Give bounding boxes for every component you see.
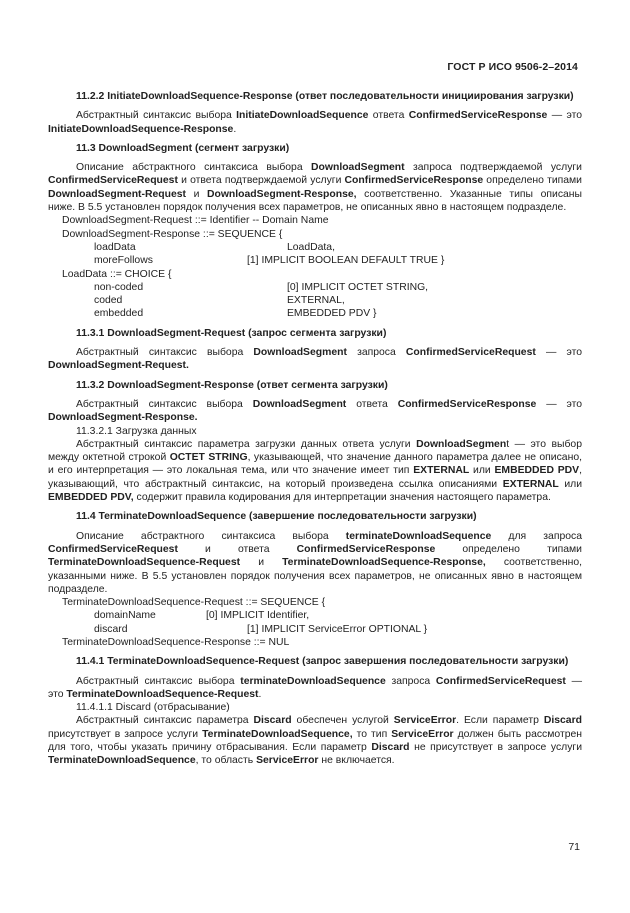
code-line: coded EXTERNAL,: [94, 295, 345, 307]
code-line: non-coded [0] IMPLICIT OCTET STRING,: [94, 281, 429, 293]
code-line: DownloadSegment-Request ::= Identifier -- Domain Name: [62, 215, 329, 227]
heading-11-4-1: 11.4.1 TerminateDownloadSequence-Request (запрос завершения последовательности загрузки): [76, 656, 569, 668]
para-11-3-1: Абстрактный синтаксис выбора DownloadSegment запроса ConfirmedServiceRequest — это DownloadSegment-Request.: [48, 347, 582, 372]
para-11-4-1-1: Абстрактный синтаксис параметра Discard обеспечен услугой ServiceError. Если параметр Discard присутствует в запросе услуги TerminateDownloadSequence, то тип ServiceError должен быть рассмотрен для того, чтобы указать причину отбрасывания. Если параметр Discard не присутствует в запросе услуги TerminateDownloadSequence, то область ServiceError не включается.: [48, 715, 583, 767]
para-11-3-2-1: Абстрактный синтаксис параметра загрузки данных ответа услуги DownloadSegment — это выбор между октетной строкой OCTET STRING, указывающей, что значение данного параметра далее не описано, и его интерпретация — это локальная тема, или что значение имеет тип EXTERNAL или EMBEDDED PDV, указывающий, что абстрактный синтаксис, на который произведена ссылка описаниями EXTERNAL или EMBEDDED PDV, содержит правила кодирования для интерпретации значения настоящего параметра.: [48, 438, 583, 504]
code-line: TerminateDownloadSequence-Request ::= SEQUENCE {: [62, 597, 326, 609]
heading-11-3-2: 11.3.2 DownloadSegment-Response (ответ сегмента загрузки): [76, 379, 388, 391]
para-11-2-2: Абстрактный синтаксис выбора InitiateDownloadSequence ответа ConfirmedServiceResponse — это InitiateDownloadSequence-Response.: [48, 110, 582, 135]
heading-11-3: 11.3 DownloadSegment (сегмент загрузки): [76, 142, 290, 154]
para-11-3: Описание абстрактного синтаксиса выбора DownloadSegment запроса подтверждаемой услуги ConfirmedServiceRequest и ответа подтверждаемой услуги ConfirmedServiceResponse определено типами DownloadSegment-Request и DownloadSegment-Response, соответственно. Указанные типы описаны ниже. В 5.5 установлен порядок получения всех параметров, не описанных явно в настоящем подразделе.: [48, 162, 582, 214]
heading-11-4: 11.4 TerminateDownloadSequence (завершение последовательности загрузки): [76, 511, 477, 523]
code-line: discard [1] IMPLICIT ServiceError OPTIONAL }: [94, 623, 428, 635]
code-line: LoadData ::= CHOICE {: [62, 268, 172, 280]
code-line: embedded EMBEDDED PDV }: [94, 308, 377, 320]
code-line: moreFollows [1] IMPLICIT BOOLEAN DEFAULT TRUE }: [94, 255, 445, 267]
page-number: 71: [568, 841, 580, 853]
subheading-11-4-1-1: 11.4.1.1 Discard (отбрасывание): [76, 702, 230, 714]
code-line: loadData LoadData,: [94, 241, 335, 253]
code-line: DownloadSegment-Response ::= SEQUENCE {: [62, 228, 283, 240]
heading-11-2-2: 11.2.2 InitiateDownloadSequence-Response (ответ последовательности инициирования загрузки): [76, 91, 574, 102]
para-11-4-1: Абстрактный синтаксис выбора terminateDownloadSequence запроса ConfirmedServiceRequest — это TerminateDownloadSequence-Request.: [48, 675, 582, 700]
para-11-4: Описание абстрактного синтаксиса выбора terminateDownloadSequence для запроса ConfirmedServiceRequest и ответа ConfirmedServiceResponse определено типами TerminateDownloadSequence-Request и TerminateDownloadSequence-Response, соответственно, указанными ниже. В 5.5 установлен порядок получения всех параметров, не описанных явно в настоящем подразделе.: [48, 530, 583, 595]
para-11-3-2: Абстрактный синтаксис выбора DownloadSegment ответа ConfirmedServiceResponse — это DownloadSegment-Response.: [48, 398, 582, 424]
standard-header: ГОСТ Р ИСО 9506-2–2014: [447, 61, 578, 73]
page-content: [48, 90, 582, 768]
code-line: domainName [0] IMPLICIT Identifier,: [94, 610, 310, 622]
code-line: TerminateDownloadSequence-Response ::= NUL: [62, 636, 290, 648]
heading-11-3-1: 11.3.1 DownloadSegment-Request (запрос сегмента загрузки): [76, 327, 387, 339]
subheading-11-3-2-1: 11.3.2.1 Загрузка данных: [76, 425, 197, 437]
